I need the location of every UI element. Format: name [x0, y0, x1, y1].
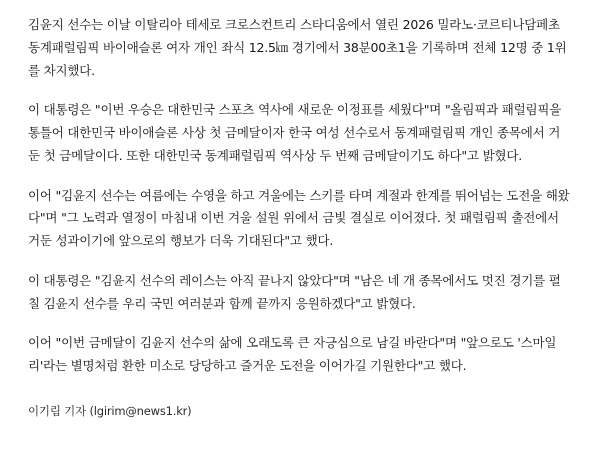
article-paragraph: 이 대통령은 "이번 우승은 대한민국 스포츠 역사에 새로운 이정표를 세웠다"며 "올림픽과 패럴림픽을 통틀어 대한민국 바이애슬론 사상 첫 금메달이자 한국 여성 선수로서 동계패럴림픽 개인 종목에서 거둔 첫 금메달이다. 또한 대한민국 동계패럴림픽 역사상 두 번째 금메달이기도 하다"고 밝혔다.: [28, 102, 562, 163]
bottom-spacer: [0, 420, 600, 436]
article-paragraph: 이 대통령은 "김윤지 선수의 레이스는 아직 끝나지 않았다"며 "남은 네 개 종목에서도 멋진 경기를 펼칠 김윤지 선수를 우리 국민 여러분과 함께 끝까지 응원하겠다"고 밝혔다.: [28, 272, 561, 311]
article-paragraph: 이어 "김윤지 선수는 여름에는 수영을 하고 겨울에는 스키를 타며 계절과 한계를 뛰어넘는 도전을 해왔다"며 "그 노력과 열정이 마침내 이번 겨울 설원 위에서 금빛 결실로 이어졌다. 첫 패럴림픽 출전에서 거둔 성과이기에 앞으로의 행보가 더욱 기대된다"고 했다.: [28, 187, 570, 248]
reporter-byline: 이기림 기자 (lgirim@news1.kr): [28, 403, 192, 418]
article-paragraph: 김윤지 선수는 이날 이탈리아 테세로 크로스컨트리 스타디움에서 열린 2026 밀라노·코르티나담페초 동계패럴림픽 바이애슬론 여자 개인 좌식 12.5㎞ 경기에서 38분00초1을 기록하며 전체 12명 중 1위를 차지했다.: [28, 17, 567, 78]
byline-section: [0, 388, 600, 420]
article-paragraph: 이어 "이번 금메달이 김윤지 선수의 삶에 오래도록 큰 자긍심으로 남길 바란다"며 "앞으로도 '스마일리'라는 별명처럼 환한 미소로 당당하고 즐거운 도전을 이어가길 기원한다"고 했다.: [28, 335, 557, 373]
